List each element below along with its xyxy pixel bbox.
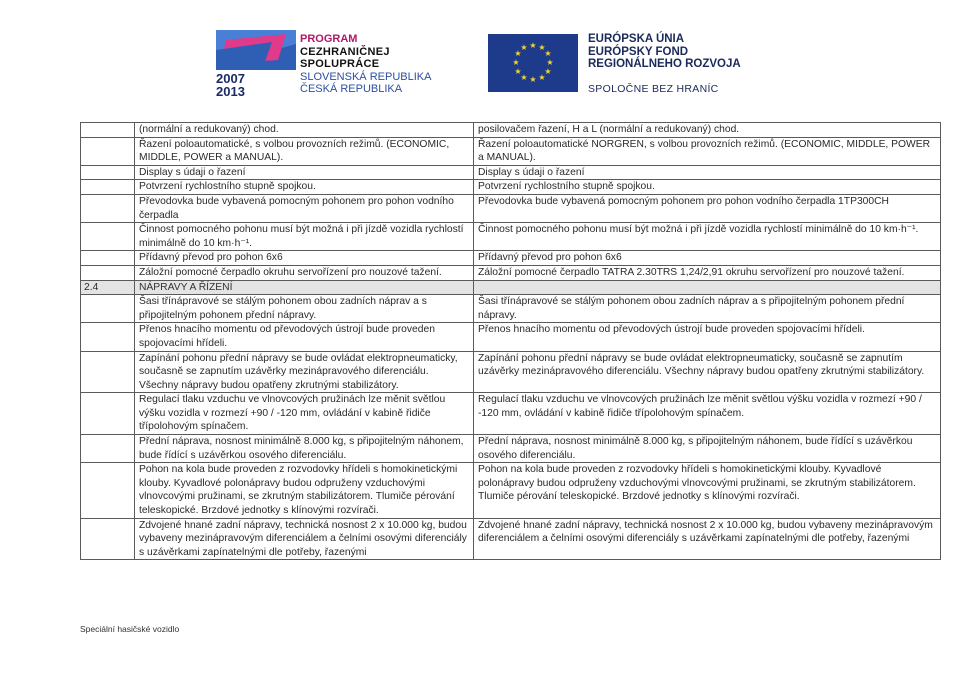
table-row — [81, 295, 941, 323]
program-line: CEZHRANIČNEJ — [300, 45, 390, 58]
requirement-cell: Záložní pomocné čerpadlo okruhu servořízení pro nouzové tažení. — [135, 265, 474, 280]
year-end: 2013 — [216, 84, 245, 99]
offer-cell: Display s údaji o řazení — [474, 165, 941, 180]
program-years — [216, 72, 245, 98]
svg-text:★: ★ — [520, 73, 528, 82]
table-row — [81, 435, 941, 463]
table-row — [81, 265, 941, 280]
eu-flag-icon — [488, 34, 578, 92]
table-row — [81, 137, 941, 165]
requirement-cell: Převodovka bude vybavená pomocným pohonem pro pohon vodního čerpadla — [135, 194, 474, 222]
offer-cell: Zdvojené hnané zadní nápravy, technická nosnost 2 x 10.000 kg, budou vybaveny mezinápravovým diferenciálem a čelními osovými diferenciály s uzávěrkami zapínatelnými dle potřeby, řazenými — [474, 518, 941, 560]
requirement-cell: (normální a redukovaný) chod. — [135, 123, 474, 138]
offer-cell: Řazení poloautomatické NORGREN, s volbou provozních režimů. (ECONOMIC, MIDDLE, POWER a MANUAL). — [474, 137, 941, 165]
table-row — [81, 180, 941, 195]
offer-cell — [474, 280, 941, 295]
requirement-cell: Řazení poloautomatické, s volbou provozních režimů. (ECONOMIC, MIDDLE, POWER a MANUAL). — [135, 137, 474, 165]
offer-cell: Činnost pomocného pohonu musí být možná i při jízdě vozidla rychlostí minimálně do 10 km·h⁻¹. — [474, 223, 941, 251]
offer-cell: Přídavný převod pro pohon 6x6 — [474, 251, 941, 266]
svg-text:★: ★ — [544, 67, 552, 76]
row-number — [81, 194, 135, 222]
table-row — [81, 194, 941, 222]
row-number — [81, 137, 135, 165]
requirement-cell: Zdvojené hnané zadní nápravy, technická nosnost 2 x 10.000 kg, budou vybaveny mezinápravovým diferenciálem a čelními osovými diferenciály s uzávěrkami zapínatelnými dle potřeby, řazenými — [135, 518, 474, 560]
offer-cell: posilovačem řazení, H a L (normální a redukovaný) chod. — [474, 123, 941, 138]
row-number — [81, 265, 135, 280]
row-number — [81, 123, 135, 138]
svg-text:★: ★ — [538, 43, 546, 52]
spec-table — [80, 122, 941, 560]
table-row — [81, 323, 941, 351]
svg-text:★: ★ — [546, 58, 554, 67]
program-line: ČESKÁ REPUBLIKA — [300, 83, 403, 95]
requirement-cell: NÁPRAVY A ŘÍZENÍ — [135, 280, 474, 295]
svg-text:★: ★ — [538, 73, 546, 82]
row-number — [81, 180, 135, 195]
eu-line: EURÓPSKA ÚNIA — [588, 33, 685, 45]
offer-cell: Přední náprava, nosnost minimálně 8.000 kg, s připojitelným náhonem, bude řídící s uzávěrkou osového diferenciálu. — [474, 435, 941, 463]
svg-text:★: ★ — [520, 43, 528, 52]
table-row — [81, 223, 941, 251]
row-number — [81, 323, 135, 351]
spec-table-body — [81, 123, 941, 560]
row-number — [81, 351, 135, 393]
table-row — [81, 251, 941, 266]
requirement-cell: Regulací tlaku vzduchu ve vlnovcových pružinách lze měnit světlou výšku vozidla v rozmezí +90 / -120 mm, ovládání v kabině řidiče třípolohovým spínačem. — [135, 393, 474, 435]
requirement-cell: Přenos hnacího momentu od převodových ústrojí bude proveden spojovacími hřídeli. — [135, 323, 474, 351]
offer-cell: Zapínání pohonu přední nápravy se bude ovládat elektropneumaticky, současně se zapnutím uzávěrky mezinápravového diferenciálu. Všechny nápravy budou opatřeny zkrutnými stabilizátory. — [474, 351, 941, 393]
requirement-cell: Přídavný převod pro pohon 6x6 — [135, 251, 474, 266]
program-line: SPOLUPRÁCE — [300, 58, 380, 70]
offer-cell: Regulací tlaku vzduchu ve vlnovcových pružinách lze měnit světlou výšku vozidla v rozmezí +90 / -120 mm, ovládání v kabině řidiče třípolohovým spínačem. — [474, 393, 941, 435]
program-title — [300, 33, 431, 96]
footer-text: Speciální hasičské vozidlo — [80, 624, 180, 634]
year-start: 2007 — [216, 71, 245, 86]
eu-fund-title — [588, 33, 741, 71]
program-line: PROGRAM — [300, 33, 358, 45]
svg-text:★: ★ — [544, 49, 552, 58]
requirement-cell: Šasi třínápravové se stálým pohonem obou zadních náprav a s připojitelným pohonem přední nápravy. — [135, 295, 474, 323]
offer-cell: Pohon na kola bude proveden z rozvodovky hřídeli s homokinetickými klouby. Kyvadlové polonápravy budou odpruženy vzduchovými vlnovcovými pružinami, se zkrutným stabilizátorem. Tlumiče pérování teleskopické. Brzdové jednotky s klínovými rozvírači. — [474, 463, 941, 518]
program-line: SLOVENSKÁ REPUBLIKA — [300, 70, 432, 83]
row-number — [81, 518, 135, 560]
requirement-cell: Pohon na kola bude proveden z rozvodovky hřídeli s homokinetickými klouby. Kyvadlové polonápravy budou odpruženy vzduchovými vlnovcovými pružinami, se zkrutným stabilizátorem. Tlumiče pérování teleskopické. Brzdové jednotky s klínovými rozvírači. — [135, 463, 474, 518]
requirement-cell: Display s údaji o řazení — [135, 165, 474, 180]
requirement-cell: Přední náprava, nosnost minimálně 8.000 kg, s připojitelným náhonem, bude řídící s uzávěrkou osového diferenciálu. — [135, 435, 474, 463]
row-number — [81, 251, 135, 266]
row-number — [81, 295, 135, 323]
row-number — [81, 393, 135, 435]
table-row — [81, 123, 941, 138]
row-number — [81, 223, 135, 251]
svg-text:★: ★ — [512, 58, 520, 67]
offer-cell: Přenos hnacího momentu od převodových ústrojí bude proveden spojovacími hřídeli. — [474, 323, 941, 351]
table-row — [81, 393, 941, 435]
svg-text:★: ★ — [529, 75, 537, 84]
requirement-cell: Potvrzení rychlostního stupně spojkou. — [135, 180, 474, 195]
requirement-cell: Zapínání pohonu přední nápravy se bude ovládat elektropneumaticky, současně se zapnutím uzávěrky mezinápravového diferenciálu. Všechny nápravy budou opatřeny zkrutnými stabilizátory. — [135, 351, 474, 393]
row-number — [81, 435, 135, 463]
offer-cell: Převodovka bude vybavená pomocným pohonem pro pohon vodního čerpadla 1TP300CH — [474, 194, 941, 222]
offer-cell: Záložní pomocné čerpadlo TATRA 2.30TRS 1,24/2,91 okruhu servořízení pro nouzové tažení. — [474, 265, 941, 280]
requirement-cell: Činnost pomocného pohonu musí být možná i při jízdě vozidla rychlostí minimálně do 10 km·h⁻¹. — [135, 223, 474, 251]
svg-text:★: ★ — [529, 41, 537, 50]
table-row — [81, 351, 941, 393]
row-number — [81, 463, 135, 518]
svg-text:★: ★ — [514, 67, 522, 76]
eu-line: EURÓPSKY FOND — [588, 45, 689, 58]
offer-cell: Potvrzení rychlostního stupně spojkou. — [474, 180, 941, 195]
section-row — [81, 280, 941, 295]
row-number: 2.4 — [81, 280, 135, 295]
svg-text:★: ★ — [514, 49, 522, 58]
row-number — [81, 165, 135, 180]
table-row — [81, 463, 941, 518]
offer-cell: Šasi třínápravové se stálým pohonem obou zadních náprav a s připojitelným pohonem přední nápravy. — [474, 295, 941, 323]
eu-motto: SPOLOČNE BEZ HRANÍC — [588, 83, 719, 95]
table-row — [81, 165, 941, 180]
eu-line: REGIONÁLNEHO ROZVOJA — [588, 58, 741, 70]
table-row — [81, 518, 941, 560]
